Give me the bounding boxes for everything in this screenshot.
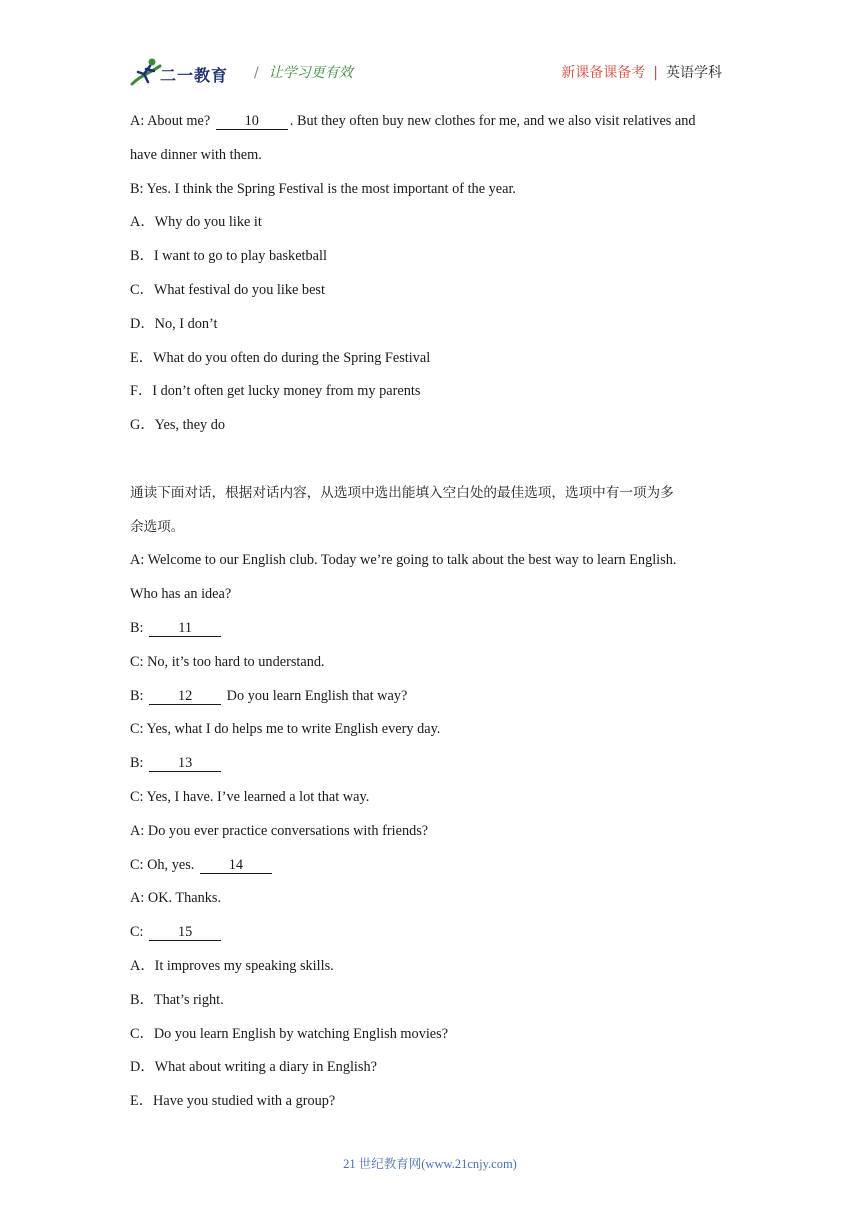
answer-blank-11: 11: [149, 621, 221, 637]
instruction-line: 通读下面对话，根据对话内容，从选项中选出能填入空白处的最佳选项，选项中有一项为多: [130, 484, 674, 501]
speaker-label: B:: [130, 619, 148, 636]
dialogue-text: A: About me?: [130, 113, 214, 129]
dialogue-line: [130, 849, 740, 883]
dialogue-line: C: No, it’s too hard to understand.: [130, 653, 325, 670]
header-subject: 英语学科: [666, 65, 722, 81]
section-gap: [130, 443, 740, 477]
option-a: A．Why do you like it: [130, 214, 262, 231]
answer-blank-14: 14: [200, 858, 272, 874]
option-b: B．That’s right.: [130, 991, 224, 1008]
option-e: E．Have you studied with a group?: [130, 1093, 336, 1110]
page-header: [130, 52, 730, 92]
dialogue-line: A: OK. Thanks.: [130, 890, 222, 907]
dialogue-text: . But they often buy new clothes for me, and we also visit relatives and: [289, 113, 696, 129]
dialogue-line: A: Welcome to our English club. Today we’re going to talk about the best way to learn English.: [130, 552, 677, 569]
dialogue-line: Who has an idea?: [130, 586, 232, 603]
option-b: B．I want to go to play basketball: [130, 248, 327, 265]
answer-blank-15: 15: [149, 925, 221, 941]
option-d: D．No, I don’t: [130, 315, 218, 332]
slogan: / 让学习更有效: [254, 65, 353, 81]
document-body: [130, 105, 740, 1119]
option-g: G．Yes, they do: [130, 417, 226, 434]
dialogue-line: C: Yes, I have. I’ve learned a lot that way.: [130, 788, 370, 805]
dialogue-line: [130, 747, 740, 781]
answer-blank-13: 13: [149, 756, 221, 772]
dialogue-line: A: Do you ever practice conversations with friends?: [130, 822, 429, 839]
dialogue-line: have dinner with them.: [130, 146, 262, 163]
slogan-text: 让学习更有效: [268, 65, 353, 81]
logo: [130, 56, 248, 90]
header-divider: |: [653, 65, 658, 81]
dialogue-line: [130, 105, 740, 139]
dialogue-line: [130, 612, 740, 646]
logo-text: 二一教育: [160, 66, 229, 85]
page-footer: 21 世纪教育网(www.21cnjy.com): [343, 1157, 517, 1171]
option-f: F．I don’t often get lucky money from my parents: [130, 383, 421, 400]
speaker-label: B:: [130, 687, 148, 704]
dialogue-text: C: Oh, yes.: [130, 856, 198, 873]
dialogue-line: B: Yes. I think the Spring Festival is the most important of the year.: [130, 180, 516, 197]
option-c: C．Do you learn English by watching English movies?: [130, 1025, 449, 1042]
option-e: E．What do you often do during the Spring Festival: [130, 349, 431, 366]
dialogue-line: [130, 680, 740, 714]
answer-blank-10: 10: [216, 114, 288, 130]
option-d: D．What about writing a diary in English?: [130, 1059, 377, 1076]
speaker-label: C:: [130, 924, 148, 941]
answer-blank-12: 12: [149, 689, 221, 705]
header-title: 新课备课备考: [561, 65, 646, 81]
dialogue-text: Do you learn English that way?: [223, 687, 408, 704]
instruction-line: 余选项。: [130, 518, 185, 535]
dialogue-line: C: Yes, what I do helps me to write English every day.: [130, 721, 441, 738]
header-right: [561, 62, 722, 82]
dialogue-line: [130, 916, 740, 950]
speaker-label: B:: [130, 755, 148, 772]
option-a: A．It improves my speaking skills.: [130, 957, 334, 974]
runner-logo-icon: [130, 56, 164, 90]
option-c: C．What festival do you like best: [130, 281, 325, 298]
